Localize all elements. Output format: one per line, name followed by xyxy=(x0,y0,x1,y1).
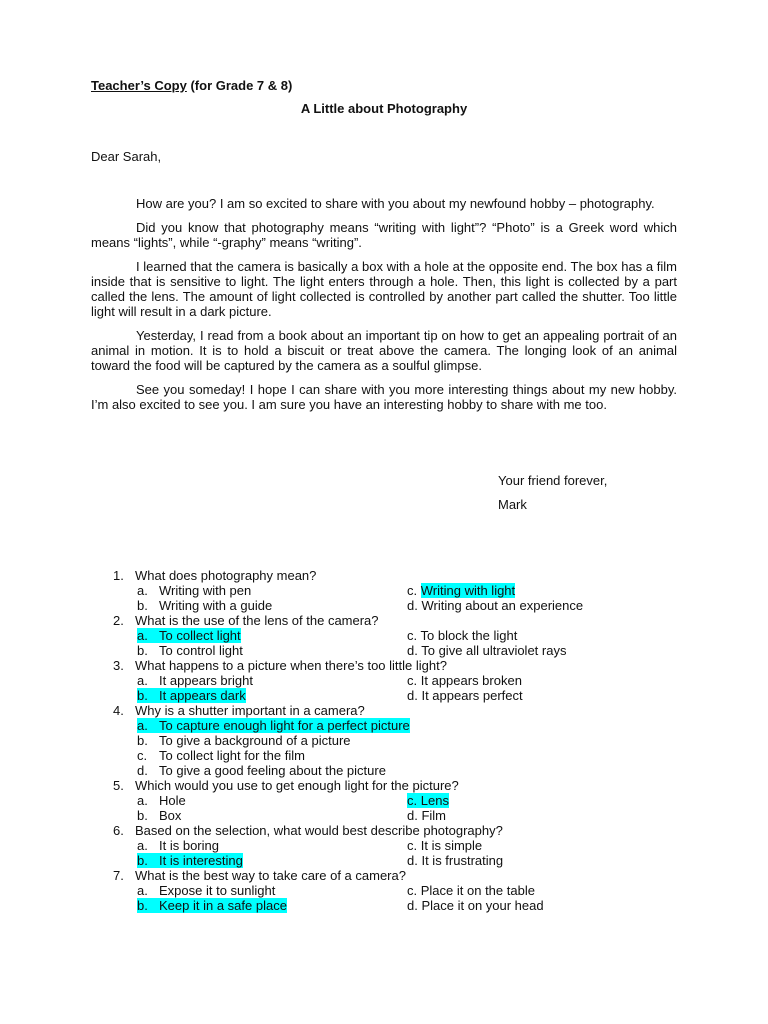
option: b. Writing with a guide xyxy=(137,598,273,613)
question-text: What does photography mean? xyxy=(135,568,317,583)
paragraph: I learned that the camera is basically a box with a hole at the opposite end. The box has a film inside that is sensitive to light. The light enters through a hole. Then, this light is collected by a part called the lens. The amount of light collected is controlled by another part called the shutter. Too little light will result in a dark picture. xyxy=(91,259,677,319)
question-text: Based on the selection, what would best describe photography? xyxy=(135,823,503,838)
question xyxy=(113,658,713,673)
option: d. To give a good feeling about the picture xyxy=(137,763,386,778)
option: c. To collect light for the film xyxy=(137,748,305,763)
signature: Mark xyxy=(498,497,527,512)
question xyxy=(113,613,713,628)
option: b. To give a background of a picture xyxy=(137,733,351,748)
option: c. It is simple xyxy=(407,838,483,853)
question xyxy=(113,568,713,583)
option: a. Writing with pen xyxy=(137,583,252,598)
paragraph: How are you? I am so excited to share with you about my newfound hobby – photography. xyxy=(136,196,655,211)
option-row xyxy=(113,883,713,898)
answer-highlight: a. To capture enough light for a perfect picture xyxy=(137,718,410,733)
option-row xyxy=(113,673,713,688)
answer-highlight: b. Keep it in a safe place xyxy=(137,898,287,913)
option-row xyxy=(113,718,713,733)
quiz xyxy=(113,568,713,913)
option: b. To control light xyxy=(137,643,243,658)
option: a. It is boring xyxy=(137,838,219,853)
option-row xyxy=(113,793,713,808)
closing-line: Your friend forever, xyxy=(498,473,608,488)
option-row xyxy=(113,583,713,598)
option: c. To block the light xyxy=(407,628,518,643)
question-number: 7. xyxy=(113,868,124,883)
option-row xyxy=(113,763,713,778)
option: d. It is frustrating xyxy=(407,853,504,868)
option: d. To give all ultraviolet rays xyxy=(407,643,567,658)
option: d. It appears perfect xyxy=(407,688,523,703)
option: a. Expose it to sunlight xyxy=(137,883,276,898)
question-number: 4. xyxy=(113,703,124,718)
grade-label: (for Grade 7 & 8) xyxy=(186,78,293,93)
paragraph: See you someday! I hope I can share with you more interesting things about my new hobby. I’m also excited to see you. I am sure you have an interesting hobby to share with me too. xyxy=(91,382,677,412)
option-row xyxy=(113,628,713,643)
teachers-copy-label: Teacher’s Copy xyxy=(91,78,187,93)
option: c. It appears broken xyxy=(407,673,522,688)
option-row xyxy=(113,643,713,658)
option-row xyxy=(113,838,713,853)
option: d. Film xyxy=(407,808,447,823)
option: a. It appears bright xyxy=(137,673,253,688)
letter-body xyxy=(91,196,677,421)
option: d. Writing about an experience xyxy=(407,598,584,613)
option-row xyxy=(113,853,713,868)
option: d. Place it on your head xyxy=(407,898,544,913)
question-number: 2. xyxy=(113,613,124,628)
answer-highlight: b. It appears dark xyxy=(137,688,246,703)
option-row xyxy=(113,598,713,613)
question xyxy=(113,868,713,883)
answer-highlight: a. To collect light xyxy=(137,628,241,643)
paragraph: Yesterday, I read from a book about an important tip on how to get an appealing portrait of an animal in motion. It is to hold a biscuit or treat above the camera. The longing look of an animal toward the food will be captured by the camera as a soulful glimpse. xyxy=(91,328,677,373)
option: c. Place it on the table xyxy=(407,883,535,898)
question-number: 5. xyxy=(113,778,124,793)
answer-highlight: c. Lens xyxy=(407,793,449,808)
question xyxy=(113,823,713,838)
option-row xyxy=(113,808,713,823)
option: c. Writing with light xyxy=(407,583,516,598)
option-row xyxy=(113,898,713,913)
paragraph: Did you know that photography means “writing with light”? “Photo” is a Greek word which means “lights”, while “-graphy” means “writing”. xyxy=(91,220,677,250)
question-text: Which would you use to get enough light for the picture? xyxy=(135,778,459,793)
option-row xyxy=(113,748,713,763)
salutation: Dear Sarah, xyxy=(91,149,162,164)
document-title: A Little about Photography xyxy=(300,101,468,116)
question xyxy=(113,703,713,718)
header-line xyxy=(91,78,292,94)
question-text: What is the use of the lens of the camera? xyxy=(135,613,379,628)
question-text: What is the best way to take care of a camera? xyxy=(135,868,406,883)
question xyxy=(113,778,713,793)
option-row xyxy=(113,688,713,703)
answer-highlight: Writing with light xyxy=(420,583,516,598)
option-row xyxy=(113,733,713,748)
option: b. Box xyxy=(137,808,182,823)
question-number: 3. xyxy=(113,658,124,673)
question-text: What happens to a picture when there’s too little light? xyxy=(135,658,447,673)
option: a. Hole xyxy=(137,793,186,808)
answer-highlight: b. It is interesting xyxy=(137,853,243,868)
closing xyxy=(498,473,607,513)
question-text: Why is a shutter important in a camera? xyxy=(135,703,365,718)
question-number: 6. xyxy=(113,823,124,838)
question-number: 1. xyxy=(113,568,124,583)
